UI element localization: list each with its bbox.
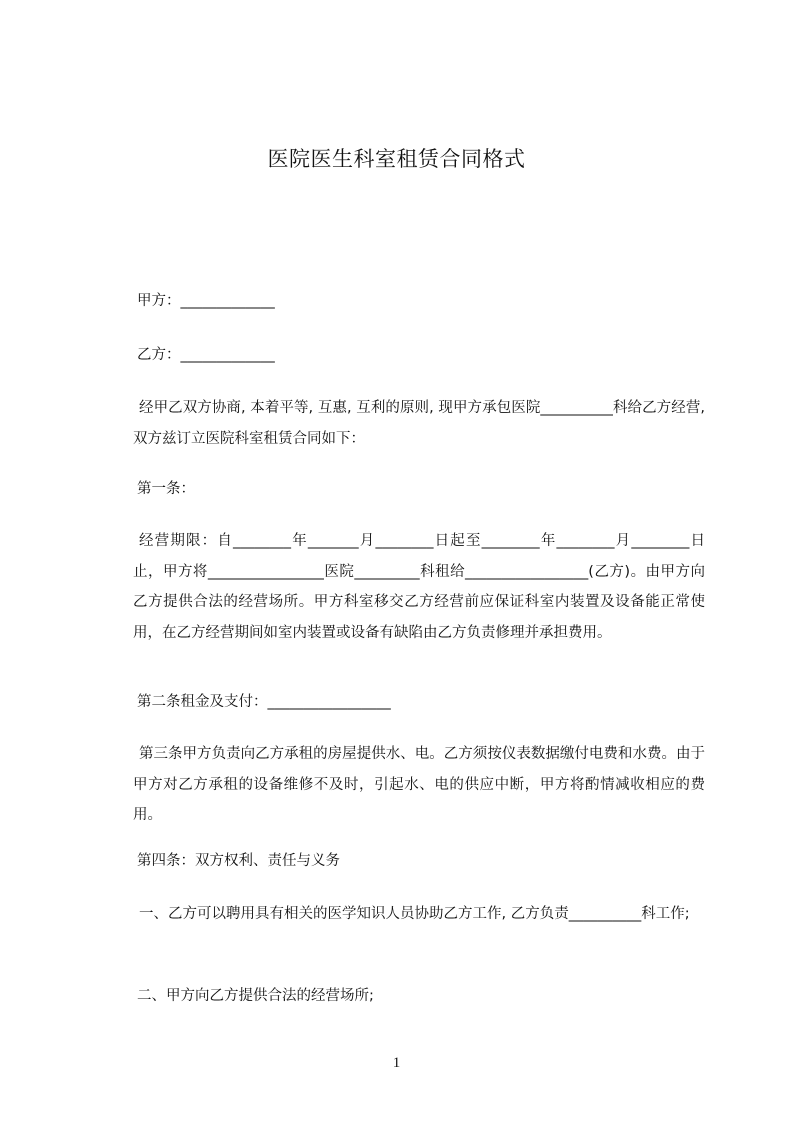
party-a-line <box>137 291 275 311</box>
article-4-heading: 第四条：双方权利、责任与义务 <box>137 853 340 869</box>
article-2-blank: _________________ <box>267 694 391 710</box>
article-1-paragraph: 经营期限：自________年_______月________日起至________年________月________日止，甲方将________________医院_________科租给_________________(乙方)。由甲方向乙方提供合法的经营场所。甲方科室移交乙方经营前应保证科室内装置及设备能正常使用，在乙方经营期间如室内装置或设备有缺陷由乙方负责修理并承担费用。 <box>133 533 705 641</box>
party-b-blank: _____________ <box>180 347 275 363</box>
article-2-line <box>137 692 391 712</box>
article-1-heading: 第一条： <box>137 481 195 497</box>
article-3-paragraph: 第三条甲方负责向乙方承租的房屋提供水、电。乙方须按仪表数据缴付电费和水费。由于甲方对乙方承租的设备维修不及时，引起水、电的供应中断，甲方将酌情减收相应的费用。 <box>133 746 705 823</box>
party-b-label: 乙方： <box>137 347 181 363</box>
item-1-paragraph: 一、乙方可以聘用具有相关的医学知识人员协助乙方工作, 乙方负责__________科工作; <box>139 906 690 922</box>
party-b-line <box>137 345 275 365</box>
party-a-label: 甲方： <box>137 293 181 309</box>
document-title: 医院医生科室租赁合同格式 <box>267 147 526 171</box>
article-2-label: 第二条租金及支付： <box>137 694 268 710</box>
intro-paragraph: 经甲乙双方协商, 本着平等, 互惠, 互利的原则, 现甲方承包医院__________科给乙方经营, 双方兹订立医院科室租赁合同如下： <box>133 400 705 447</box>
item-2-line: 二、甲方向乙方提供合法的经营场所; <box>137 988 374 1004</box>
party-a-blank: _____________ <box>180 293 275 309</box>
page-number: 1 <box>392 1055 401 1071</box>
